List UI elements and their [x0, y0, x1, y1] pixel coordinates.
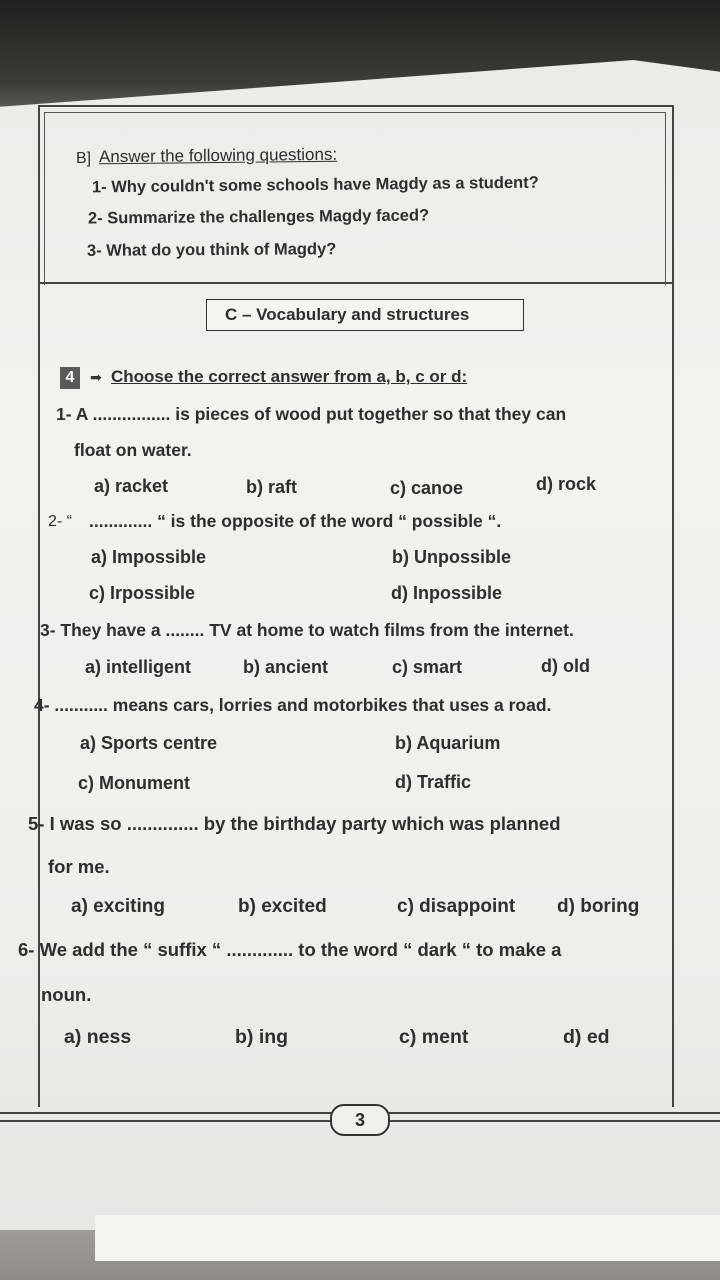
- question-1: 1- Why couldn't some schools have Magdy as a student?: [91, 173, 539, 197]
- item-1-option-b: b) raft: [246, 477, 297, 497]
- item-2-stem: ............. “ is the opposite of the word “ possible “.: [89, 511, 502, 531]
- item-4-option-b: b) Aquarium: [395, 733, 501, 753]
- item-3-option-b: b) ancient: [243, 657, 329, 677]
- item-6-stem: 6- We add the “ suffix “ ............. to the word “ dark “ to make a: [18, 939, 562, 960]
- item-3-stem: 3- They have a ........ TV at home to watch films from the internet.: [40, 620, 574, 640]
- section-divider-line: [40, 282, 672, 284]
- item-5-option-d: d) boring: [557, 896, 640, 917]
- exercise-number-badge: 4: [60, 367, 80, 389]
- page-number: 3: [330, 1104, 390, 1136]
- item-4-stem: 4- ........... means cars, lorries and motorbikes that uses a road.: [34, 695, 552, 715]
- exercise-instruction: Choose the correct answer from a, b, c or d:: [111, 367, 468, 386]
- paper-strip: [95, 1215, 720, 1261]
- item-3-option-d: d) old: [541, 656, 590, 676]
- item-1-option-d: d) rock: [536, 474, 597, 494]
- item-2-number: 2- “: [48, 513, 72, 530]
- item-6-stem-cont: noun.: [41, 984, 92, 1005]
- item-2-option-b: b) Unpossible: [392, 547, 512, 567]
- item-5-stem-cont: for me.: [48, 856, 110, 877]
- item-5-stem: 5- I was so .............. by the birthday party which was planned: [28, 813, 561, 834]
- section-c-title: C – Vocabulary and structures: [225, 305, 470, 324]
- item-6-option-b: b) ing: [235, 1026, 289, 1048]
- arrow-icon: ➡: [90, 369, 102, 385]
- item-4-option-d: d) Traffic: [395, 772, 472, 792]
- question-3: 3- What do you think of Magdy?: [86, 240, 337, 260]
- item-5-option-c: c) disappoint: [397, 896, 516, 917]
- item-4-option-c: c) Monument: [78, 773, 190, 793]
- item-2-option-c: c) Irpossible: [89, 583, 196, 603]
- item-3-option-c: c) smart: [392, 657, 463, 677]
- item-5-option-a: a) exciting: [71, 896, 165, 917]
- item-1-stem: 1- A ................ is pieces of wood put together so that they can: [56, 404, 567, 424]
- item-1-option-c: c) canoe: [390, 478, 464, 498]
- section-b-label: B]: [76, 150, 92, 167]
- item-6-option-a: a) ness: [64, 1026, 132, 1048]
- question-2: 2- Summarize the challenges Magdy faced?: [87, 206, 430, 228]
- item-1-option-a: a) racket: [94, 476, 169, 496]
- item-5-option-b: b) excited: [238, 896, 327, 917]
- item-1-stem-cont: float on water.: [74, 440, 192, 460]
- item-2-option-d: d) Inpossible: [391, 583, 503, 603]
- section-b-heading: Answer the following questions:: [98, 144, 338, 167]
- item-6-option-d: d) ed: [563, 1026, 610, 1048]
- item-2-option-a: a) Impossible: [91, 547, 207, 567]
- item-3-option-a: a) intelligent: [85, 657, 192, 677]
- item-6-option-c: c) ment: [399, 1026, 469, 1048]
- item-4-option-a: a) Sports centre: [80, 733, 218, 753]
